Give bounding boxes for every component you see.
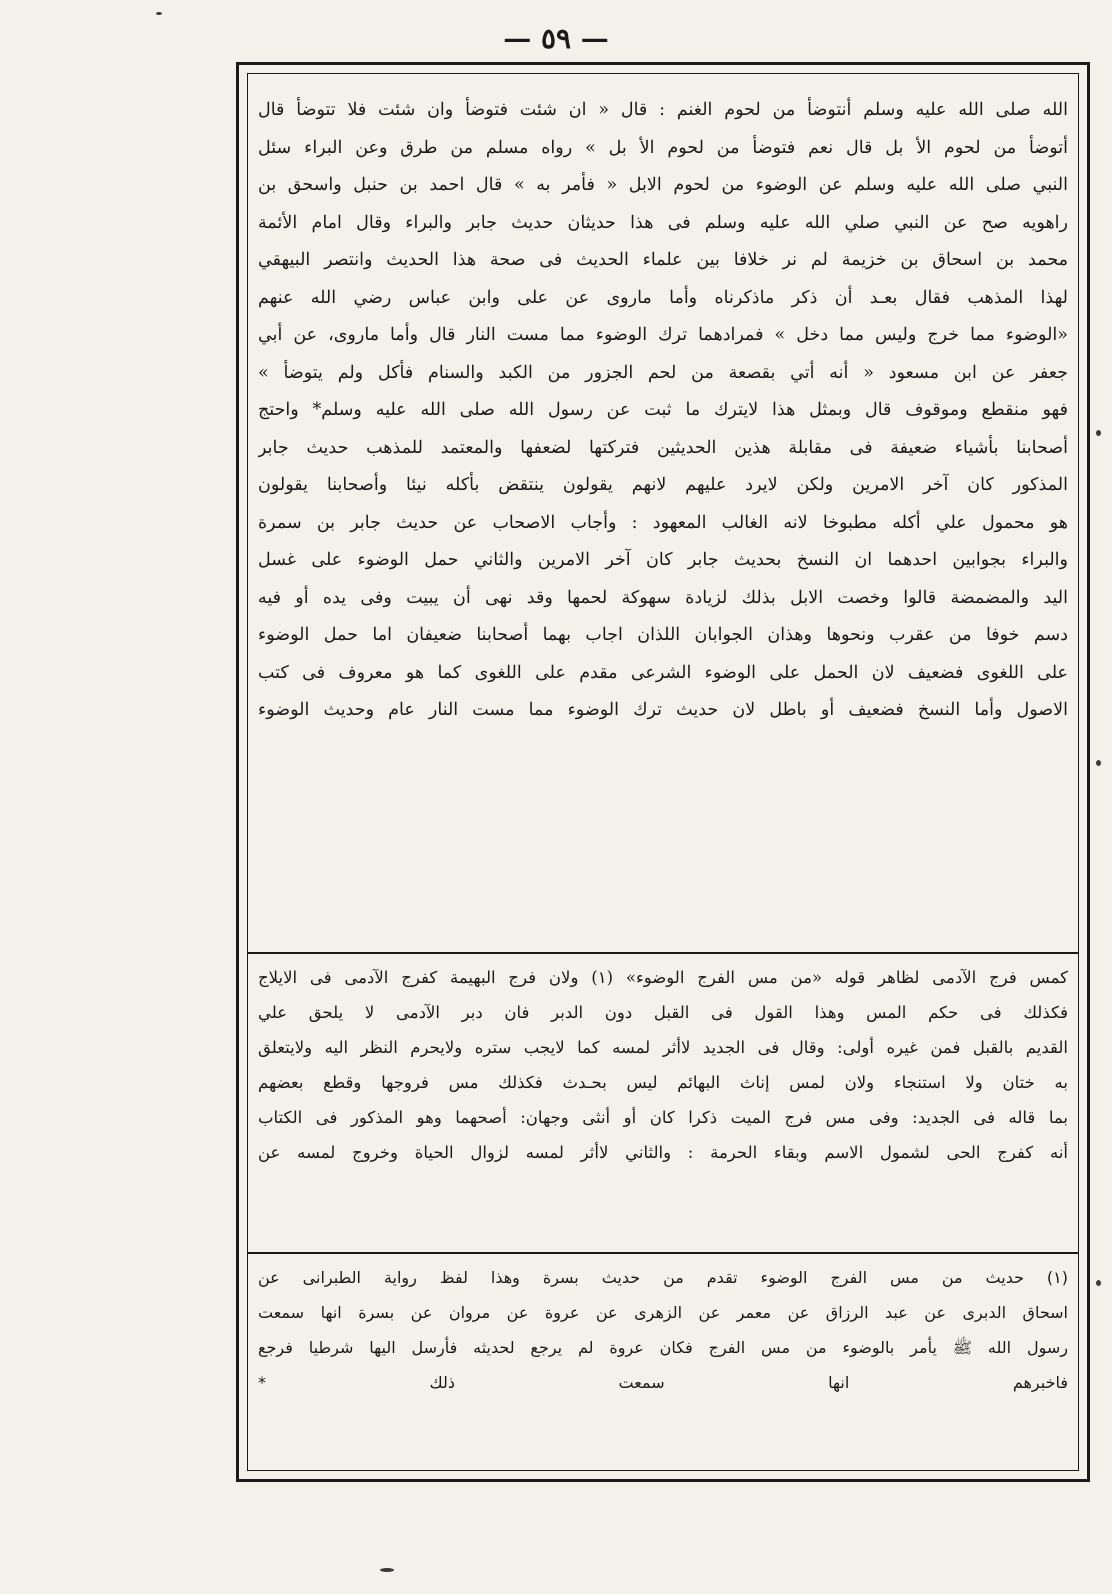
commentary-text [248, 960, 1078, 1170]
commentary-line: فكذلك فى حكم المس وهذا القول فى القبل دون الدبر فان دبر الآدمى لا يلحق علي [258, 1003, 1068, 1022]
page-number: — ٥٩ — [503, 22, 609, 55]
footnote-divider [248, 1252, 1078, 1254]
commentary-line: كمس فرج الآدمى لظاهر قوله «من مس الفرج الوضوء» (١) ولان فرج البهيمة كفرج الآدمى فى الايلاج [258, 968, 1068, 987]
main-text [248, 92, 1078, 730]
main-text-line: الله صلى الله عليه وسلم أنتوضأ من لحوم الغنم : قال « ان شئت فتوضأ وان شئت فلا تتوضأ قال [258, 100, 1068, 120]
main-text-line: جعفر عن ابن مسعود « أنه أتي بقصعة من لحم الجزور من الكبد والسنام فأكل ولم يتوضأ » [258, 362, 1068, 383]
footnote-line: رسول الله ﷺ يأمر بالوضوء من مس الفرج فكان عروة لم يرجع لحديثه فأرسل اليها شرطيا فرجع [258, 1338, 1068, 1357]
section-divider [248, 952, 1078, 954]
scan-speck [1096, 430, 1101, 436]
inner-frame [247, 73, 1079, 1471]
scan-speck [380, 1568, 394, 1572]
main-text-line: «الوضوء مما خرج وليس مما دخل » فمرادهما ترك الوضوء مما مست النار قال وأما ماروى، عن أبي [258, 325, 1068, 345]
main-text-line: والبراء بجوابين احدهما ان النسخ بحديث جابر كان آخر الامرين والثاني حمل الوضوء على غسل [258, 550, 1068, 570]
footnote-line: فاخبرهم انها سمعت ذلك * [258, 1373, 1068, 1392]
footnote-text [248, 1260, 1078, 1400]
main-text-line: على اللغوى فضعيف لان الحمل على الوضوء الشرعى مقدم على اللغوى كما هو معروف فى كتب [258, 662, 1068, 683]
commentary-line: به ختان ولا استنجاء ولان لمس إناث البهائم ليس بحـدث فكذلك مس فروجها وقطع بعضهم [258, 1073, 1068, 1092]
main-text-line: المذكور كان آخر الامرين ولكن لايرد عليهم لانهم يقولون ينتقض بأكله نيئا وأصحابنا يقولون [258, 475, 1068, 495]
main-text-line: الاصول وأما النسخ فضعيف أو باطل لان حديث ترك الوضوء مما مست النار عام وحديث الوضوء [258, 700, 1068, 720]
main-text-line: أصحابنا بأشياء ضعيفة فى مقابلة هذين الحديثين فتركتها لضعفها والمعتمد للمذهب حديث جابر [258, 437, 1068, 458]
main-text-line: محمد بن اسحاق بن خزيمة لم نر خلافا بين علماء الحديث فى صحة هذا الحديث وانتصر البيهقي [258, 250, 1068, 270]
main-text-line: اليد والمضمضة قالوا وخصت الابل بذلك لزيادة سهوكة لحمها وقد نهى أن يبيت وفى يده أو فيه [258, 587, 1068, 608]
main-text-line: فهو منقطع وموقوف قال وبمثل هذا لايترك ما ثبت عن رسول الله صلى الله عليه وسلم* واحتج [258, 400, 1068, 420]
commentary-line: بما قاله فى الجديد: وفى مس فرج الميت ذكرا كان أو أنثى وجهان: أصحهما وهو المذكور فى الكتاب [258, 1108, 1068, 1127]
main-text-line: دسم خوفا من عقرب ونحوها وهذان الجوابان اللذان اجاب بهما أصحابنا ضعيفان اما حمل الوضوء [258, 625, 1068, 645]
main-text-line: هو محمول علي أكله مطبوخا لانه الغالب المعهود : وأجاب الاصحاب عن حديث جابر بن سمرة [258, 512, 1068, 533]
commentary-line: أنه كفرج الحى لشمول الاسم وبقاء الحرمة : والثاني لاأثر لمسه لزوال الحياة وخروج لمسه عن [258, 1143, 1068, 1162]
scan-speck [1096, 1280, 1101, 1286]
page-frame [236, 62, 1090, 1482]
scan-speck [156, 12, 162, 15]
main-text-line: أتوضأ من لحوم الأ بل قال نعم فتوضأ من لحوم الأ بل » رواه مسلم من طرق وعن البراء سئل [258, 137, 1068, 158]
scan-speck [1096, 760, 1101, 766]
main-text-line: النبي صلى الله عليه وسلم عن الوضوء من لحوم الابل « فأمر به » قال احمد بن حنبل واسحق بن [258, 175, 1068, 195]
footnote-line: اسحاق الدبرى عن عبد الرزاق عن معمر عن الزهرى عن عروة عن مروان عن بسرة انها سمعت [258, 1303, 1068, 1322]
footnote-line: (١) حديث من مس الفرج الوضوء تقدم من حديث بسرة وهذا لفظ رواية الطبرانى عن [258, 1268, 1068, 1287]
main-text-line: لهذا المذهب فقال بعـد أن ذكر ماذكرناه وأما ماروى عن على وابن عباس رضي الله عنهم [258, 287, 1068, 308]
main-text-line: راهويه صح عن النبي صلي الله عليه وسلم فى هذا حديثان حديث جابر والبراء وقال امام الأئمة [258, 212, 1068, 233]
commentary-line: القديم بالقبل فمن غيره أولى: وقال فى الجديد لاأثر لمسه كما لايجب ستره ولايحرم النظر اليه ولايتعلق [258, 1038, 1068, 1057]
